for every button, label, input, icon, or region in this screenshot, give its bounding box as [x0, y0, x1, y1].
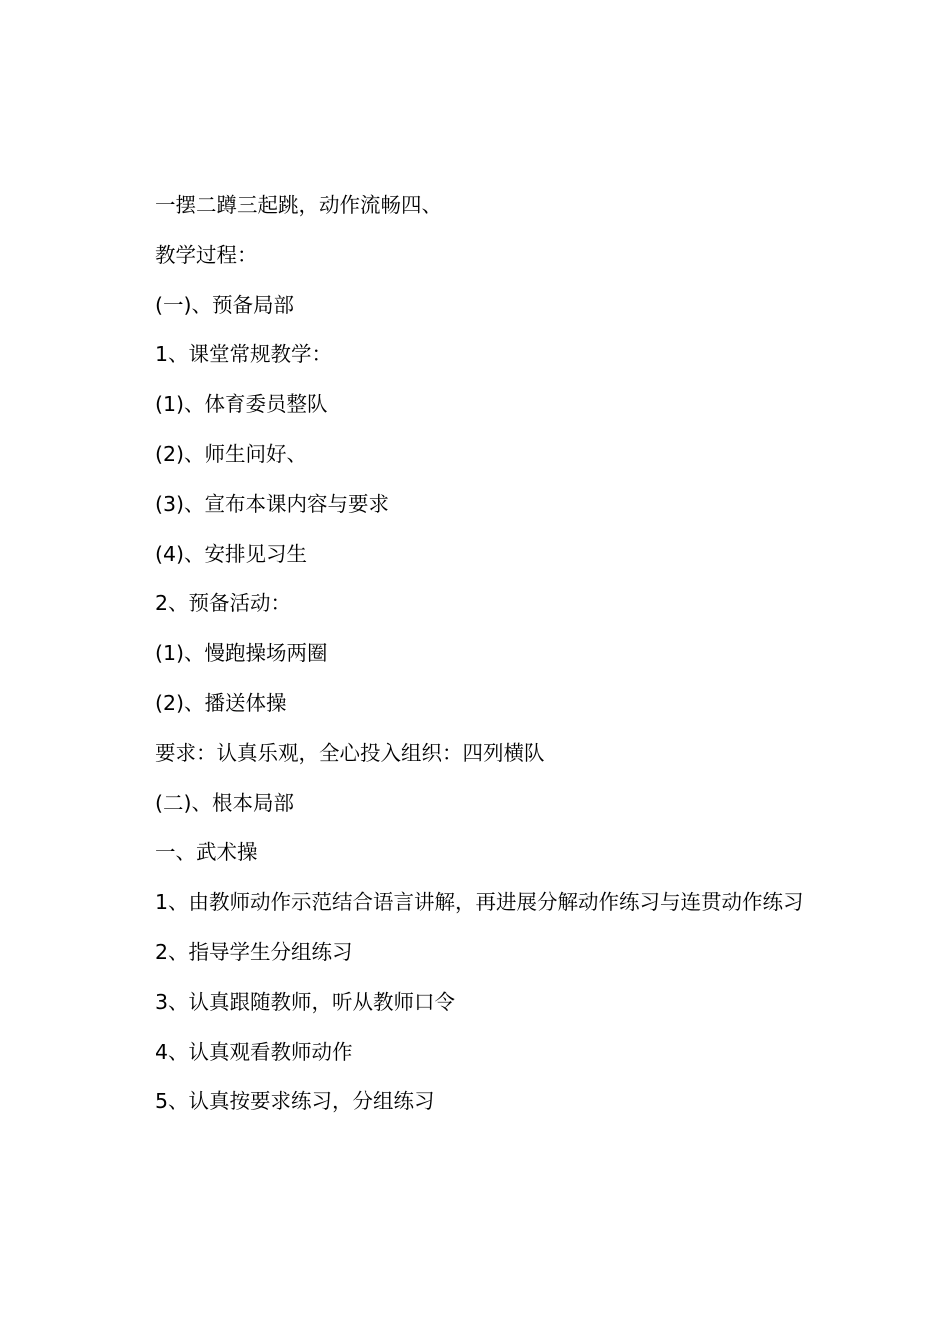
- text-line: 要求：认真乐观，全心投入组织：四列横队: [155, 740, 545, 765]
- section-heading: (一)、预备局部: [155, 292, 294, 317]
- list-item: (1)、慢跑操场两圈: [155, 641, 328, 666]
- section-heading: 教学过程：: [155, 242, 258, 267]
- list-item: 3、认真跟随教师，听从教师口令: [155, 989, 456, 1014]
- list-item: 5、认真按要求练习，分组练习: [155, 1089, 435, 1114]
- list-item: 1、课堂常规教学：: [155, 342, 333, 367]
- document-body: [126, 181, 836, 1127]
- paragraph: 1、由教师动作示范结合语言讲解，再进展分解动作练习与连贯动作练习: [155, 890, 804, 915]
- list-item: (2)、师生问好、: [155, 441, 308, 466]
- list-item: 2、指导学生分组练习: [155, 939, 353, 964]
- list-item: (2)、播送体操: [155, 690, 287, 715]
- section-heading: 一、武术操: [155, 840, 258, 865]
- section-heading: (二)、根本局部: [155, 790, 294, 815]
- text-line: 一摆二蹲三起跳，动作流畅四、: [155, 193, 442, 217]
- list-item: (1)、体育委员整队: [155, 392, 328, 417]
- list-item: (3)、宣布本课内容与要求: [155, 491, 390, 516]
- list-item: 2、预备活动：: [155, 591, 292, 616]
- list-item: (4)、安排见习生: [155, 541, 308, 566]
- list-item: 4、认真观看教师动作: [155, 1039, 353, 1064]
